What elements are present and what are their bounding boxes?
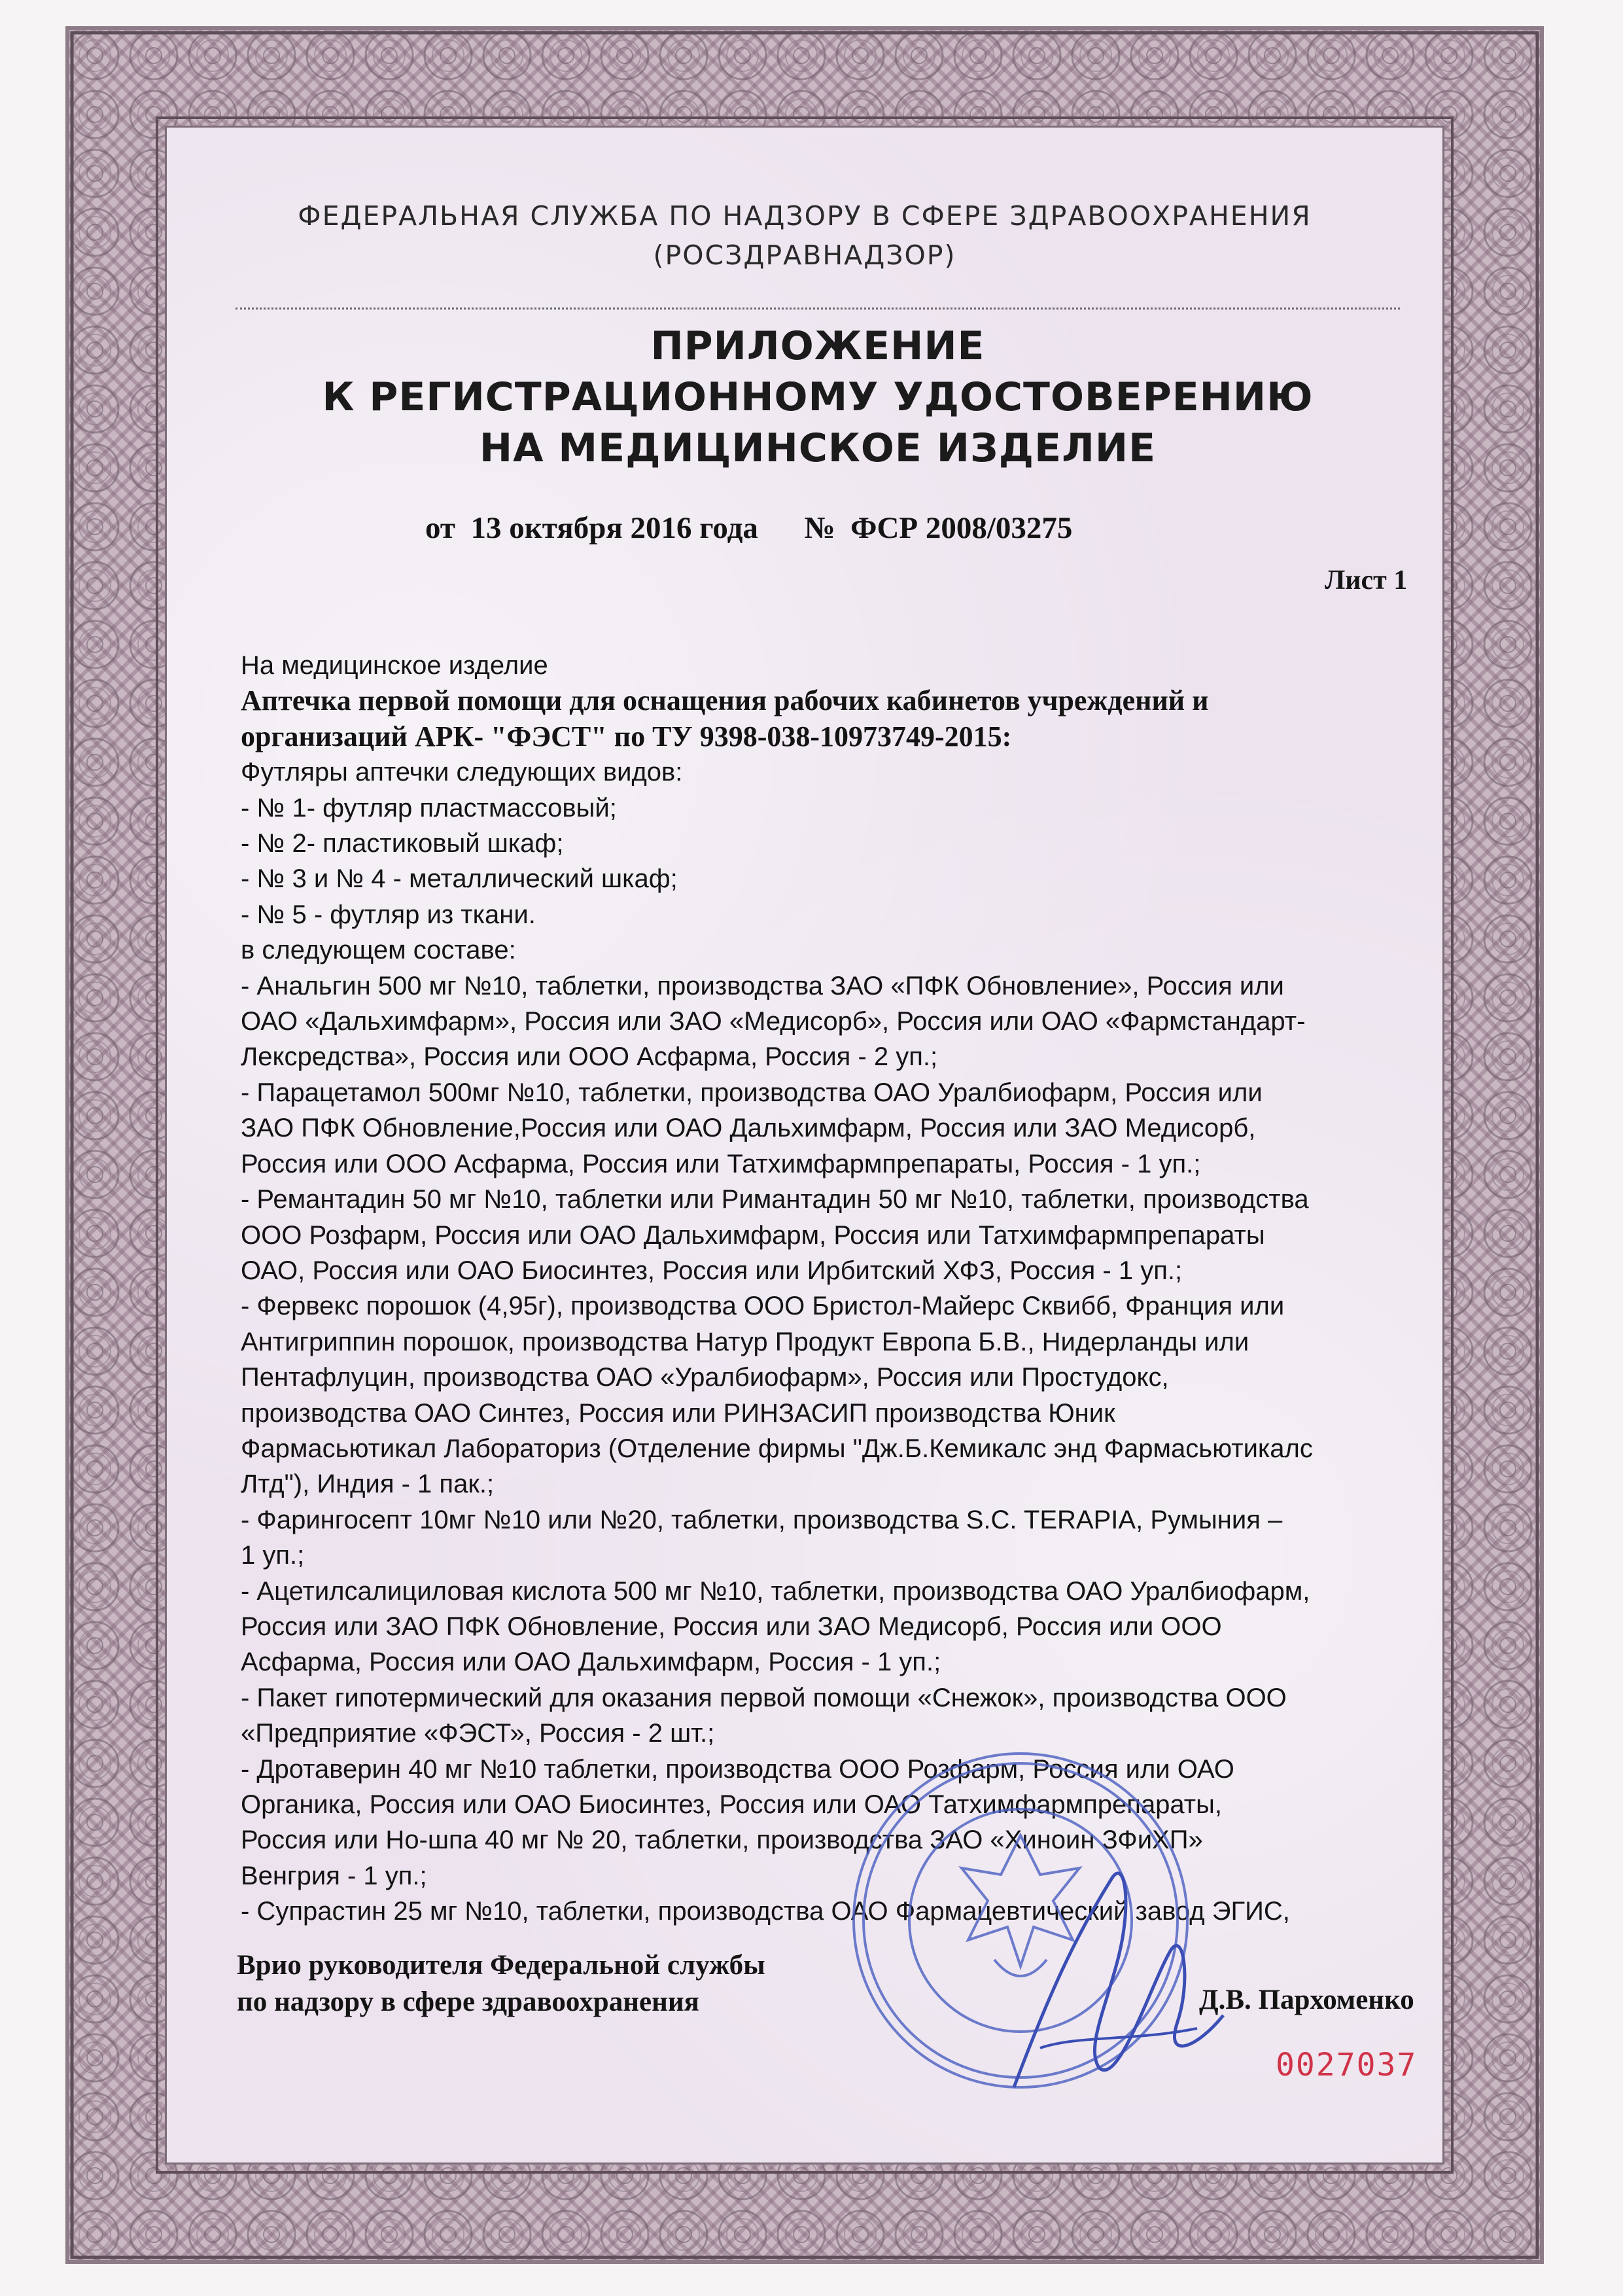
- body-line: Россия или ЗАО ПФК Обновление, Россия или ЗАО Медисорб, Россия или ООО: [241, 1612, 1222, 1641]
- agency-line-1: ФЕДЕРАЛЬНАЯ СЛУЖБА ПО НАДЗОРУ В СФЕРЕ ЗДРАВООХРАНЕНИЯ: [298, 200, 1312, 232]
- body-line: - Фарингосепт 10мг №10 или №20, таблетки, производства S.C. TERAPIA, Румыния –: [241, 1505, 1283, 1534]
- body-line: Фармасьютикал Лабораториз (Отделение фирмы "Дж.Б.Кемикалс энд Фармасьютикалс: [241, 1434, 1313, 1463]
- body-line: - № 3 и № 4 - металлический шкаф;: [241, 864, 678, 894]
- body-line: «Предприятие «ФЭСТ», Россия - 2 шт.;: [241, 1719, 715, 1748]
- body-line: организаций АРК- "ФЭСТ" по ТУ 9398-038-10973749-2015:: [241, 720, 1012, 752]
- body-line: Антигриппин порошок, производства Натур Продукт Европа Б.В., Нидерланды или: [241, 1327, 1249, 1356]
- body-line: производства ОАО Синтез, Россия или РИНЗАСИП производства Юник: [241, 1398, 1115, 1428]
- agency-line-2: (РОСЗДРАВНАДЗОР): [653, 239, 956, 271]
- signatory-position-line-2: по надзору в сфере здравоохранения: [237, 1987, 699, 2017]
- body-line: в следующем составе:: [241, 936, 516, 965]
- body-line: Лтд"), Индия - 1 пак.;: [241, 1470, 495, 1499]
- body-line: - Супрастин 25 мг №10, таблетки, производства ОАО Фармацевтический завод ЭГИС,: [241, 1897, 1290, 1926]
- body-line: Аптечка первой помощи для оснащения рабочих кабинетов учреждений и: [241, 684, 1209, 717]
- serial-number: 0027037: [1276, 2047, 1418, 2083]
- body-line: На медицинское изделие: [241, 651, 548, 680]
- body-line: Асфарма, Россия или ОАО Дальхимфарм, Россия - 1 уп.;: [241, 1648, 941, 1677]
- body-line: - № 2- пластиковый шкаф;: [241, 829, 564, 858]
- body-line: Лексредства», Россия или ООО Асфарма, Россия - 2 уп.;: [241, 1042, 938, 1072]
- signatory-position-line-1: Врио руководителя Федеральной службы: [237, 1950, 765, 1981]
- body-line: - Фервекс порошок (4,95г), производства ООО Бристол-Майерс Сквибб, Франция или: [241, 1292, 1285, 1321]
- document-body: [241, 648, 1457, 1930]
- body-line: - № 5 - футляр из ткани.: [241, 900, 536, 929]
- body-line: Россия или ООО Асфарма, Россия или Татхимфармпрепараты, Россия - 1 уп.;: [241, 1149, 1201, 1178]
- body-line: Футляры аптечки следующих видов:: [241, 758, 683, 787]
- body-line: ОАО «Дальхимфарм», Россия или ЗАО «Медисорб», Россия или ОАО «Фармстандарт-: [241, 1007, 1306, 1036]
- body-line: - Парацетамол 500мг №10, таблетки, производства ОАО Уралбиофарм, Россия или: [241, 1078, 1263, 1107]
- body-line: ОАО, Россия или ОАО Биосинтез, Россия или Ирбитский ХФЗ, Россия - 1 уп.;: [241, 1256, 1183, 1285]
- title-line-3: НА МЕДИЦИНСКОЕ ИЗДЕЛИЕ: [479, 425, 1157, 471]
- document-title: [196, 321, 1439, 474]
- body-line: - Ремантадин 50 мг №10, таблетки или Римантадин 50 мг №10, таблетки, производства: [241, 1185, 1309, 1214]
- title-line-2: К РЕГИСТРАЦИОННОМУ УДОСТОВЕРЕНИЮ: [322, 374, 1314, 420]
- body-line: - Дротаверин 40 мг №10 таблетки, производства ООО Розфарм, Россия или ОАО: [241, 1754, 1234, 1784]
- body-line: Россия или Но-шпа 40 мг № 20, таблетки, производства ЗАО «Хиноин ЗФиХП»: [241, 1826, 1203, 1855]
- body-line: Венгрия - 1 уп.;: [241, 1861, 427, 1890]
- body-line: - № 1- футляр пластмассовый;: [241, 793, 617, 822]
- body-line: Пентафлуцин, производства ОАО «Уралбиофарм», Россия или Простудокс,: [241, 1363, 1169, 1392]
- body-line: 1 уп.;: [241, 1541, 305, 1570]
- agency-name: [222, 196, 1387, 275]
- title-line-1: ПРИЛОЖЕНИЕ: [650, 323, 985, 369]
- body-line: - Анальгин 500 мг №10, таблетки, производства ЗАО «ПФК Обновление», Россия или: [241, 971, 1284, 1000]
- signatory-name: Д.В. Пархоменко: [1199, 1985, 1414, 2015]
- header-divider: [236, 308, 1400, 309]
- body-line: ЗАО ПФК Обновление,Россия или ОАО Дальхимфарм, Россия или ЗАО Медисорб,: [241, 1114, 1256, 1143]
- registration-line: от 13 октября 2016 года № ФСР 2008/03275: [425, 511, 1073, 545]
- body-line: - Пакет гипотермический для оказания первой помощи «Снежок», производства ООО: [241, 1683, 1287, 1712]
- body-line: - Ацетилсалициловая кислота 500 мг №10, таблетки, производства ОАО Уралбиофарм,: [241, 1576, 1310, 1606]
- body-line: ООО Розфарм, Россия или ОАО Дальхимфарм, Россия или Татхимфармпрепараты: [241, 1220, 1265, 1250]
- body-line: Органика, Россия или ОАО Биосинтез, Россия или ОАО Татхимфармпрепараты,: [241, 1790, 1222, 1819]
- sheet-number: Лист 1: [1325, 565, 1408, 595]
